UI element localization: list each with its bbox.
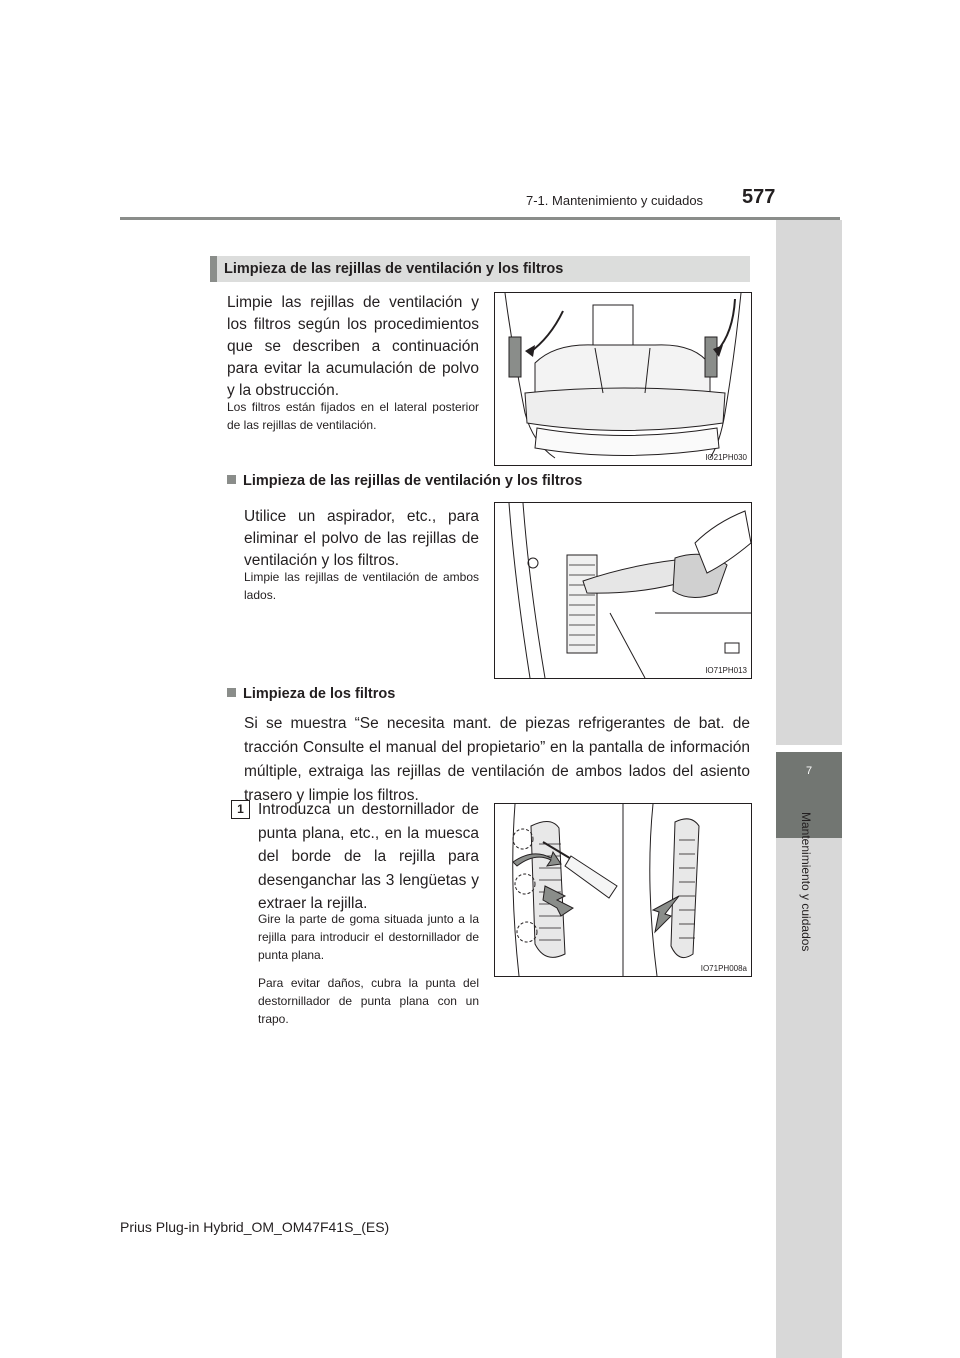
figure-id-1: IO21PH030	[705, 453, 747, 462]
side-tab-background-top	[776, 220, 842, 745]
header-rule	[120, 217, 840, 220]
vacuum-paragraph: Utilice un aspirador, etc., para eliminar el polvo de las rejillas de ventilación y los filtros.	[244, 508, 479, 569]
figure-vacuum-cleaning	[494, 502, 752, 679]
subheading-vents-filters-text: Limpieza de las rejillas de ventilación y los filtros	[243, 473, 583, 489]
square-bullet-icon	[227, 475, 236, 484]
footer-document-id: Prius Plug-in Hybrid_OM_OM47F41S_(ES)	[120, 1219, 390, 1235]
figure-id-2: IO71PH013	[705, 666, 747, 675]
intro-note: Los filtros están fijados en el lateral posterior de las rejillas de ventilación.	[227, 400, 479, 432]
grille-removal-illustration	[495, 804, 751, 976]
step-1-note-rubber: Gire la parte de goma situada junto a la rejilla para introducir el destornillador de punta plana.	[258, 912, 479, 962]
step-1-note-cloth: Para evitar daños, cubra la punta del destornillador de punta plana con un trapo.	[258, 976, 479, 1026]
figure-remove-grille	[494, 803, 752, 977]
vacuum-note: Limpie las rejillas de ventilación de ambos lados.	[244, 570, 479, 602]
subheading-vents-filters	[227, 473, 747, 489]
header-section-title: 7-1. Mantenimiento y cuidados	[526, 193, 704, 208]
figure-rear-seat	[494, 292, 752, 466]
section-heading-accent	[210, 256, 217, 282]
subheading-filters-text: Limpieza de los filtros	[243, 686, 396, 702]
step-1-text: Introduzca un destornillador de punta plana, etc., en la muesca del borde de la rejilla para desenganchar las 3 lengüetas y extraer la rejilla.	[258, 801, 479, 912]
step-number-box: 1	[231, 800, 250, 819]
rear-seat-illustration	[495, 293, 751, 465]
section-title: Limpieza de las rejillas de ventilación y los filtros	[224, 261, 564, 277]
vacuum-illustration	[495, 503, 751, 678]
figure-id-3: IO71PH008a	[700, 964, 747, 973]
filters-paragraph: Si se muestra “Se necesita mant. de piezas refrigerantes de bat. de tracción Consulte el manual del propietario” en la pantalla de información múltiple, extraiga las rejillas de ventilación de ambos lados del asiento trasero y limpie los filtros.	[244, 715, 750, 804]
intro-paragraph: Limpie las rejillas de ventilación y los filtros según los procedimientos que se describen a continuación para evitar la acumulación de polvo y la obstrucción.	[227, 294, 479, 399]
square-bullet-icon	[227, 688, 236, 697]
page-number: 577	[742, 186, 776, 208]
chapter-tab-number: 7	[805, 765, 813, 777]
chapter-tab-label: Mantenimiento y cuidados	[799, 812, 813, 952]
subheading-filters	[227, 686, 747, 702]
